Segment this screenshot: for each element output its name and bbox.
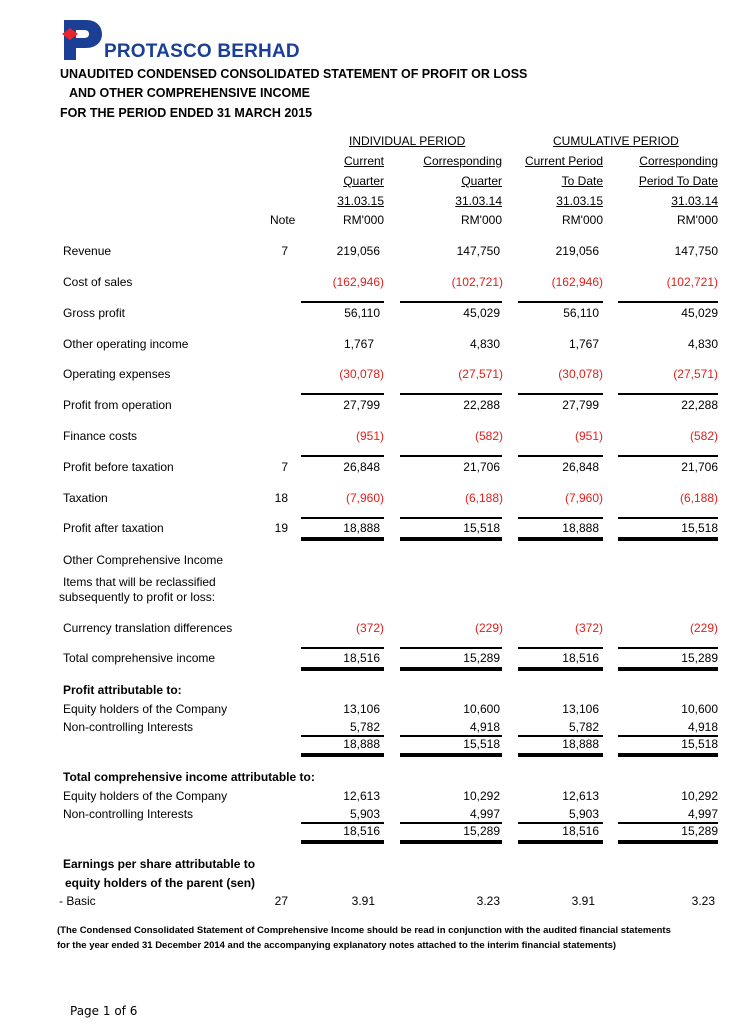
subtotal-rule: [618, 647, 718, 649]
cell: 5,782: [349, 720, 380, 734]
total-double-rule: [518, 537, 603, 541]
cell: 5,903: [568, 807, 599, 821]
cell: 3.91: [351, 894, 375, 908]
cell: 45,029: [463, 306, 500, 320]
cell: 15,289: [463, 824, 500, 838]
cell: 18,516: [562, 824, 599, 838]
cell: 18,888: [562, 521, 599, 535]
cell: 56,110: [344, 306, 380, 320]
row-label-currency-translation: Currency translation differences: [63, 621, 233, 635]
row-label-profit-before-taxation: Profit before taxation: [63, 460, 174, 474]
statement-subtitle: AND OTHER COMPREHENSIVE INCOME: [69, 86, 310, 100]
cell: 22,288: [463, 398, 500, 412]
cell: 18,888: [343, 737, 380, 751]
page-number: Page 1 of 6: [70, 1004, 138, 1018]
cell: 4,830: [469, 337, 500, 351]
reclass-line1: Items that will be reclassified: [63, 575, 216, 589]
subtotal-rule: [301, 647, 384, 649]
total-double-rule: [618, 840, 718, 844]
cell: 10,600: [463, 702, 500, 716]
cell: 18,516: [562, 651, 599, 665]
cell: 15,518: [681, 737, 718, 751]
cell: 27,799: [343, 398, 380, 412]
cell: 10,292: [681, 789, 718, 803]
row-note: 18: [274, 491, 288, 505]
cell: (30,078): [339, 367, 384, 381]
cell: 4,997: [469, 807, 500, 821]
cell: 12,613: [562, 789, 599, 803]
cell: 13,106: [343, 702, 380, 716]
row-note: 7: [281, 460, 288, 474]
col1-unit: RM'000: [343, 213, 384, 227]
cell: 26,848: [343, 460, 380, 474]
total-double-rule: [400, 667, 502, 671]
col4-line1: Corresponding: [639, 154, 718, 168]
cell: (7,960): [345, 491, 384, 505]
col3-line1: Current Period: [524, 154, 603, 168]
row-label-profit-after-taxation: Profit after taxation: [63, 521, 164, 535]
total-double-rule: [400, 537, 502, 541]
cell: 10,292: [463, 789, 500, 803]
subtotal-rule: [400, 393, 502, 395]
cell: 45,029: [681, 306, 718, 320]
row-note: 19: [274, 521, 288, 535]
col4-unit: RM'000: [677, 213, 718, 227]
cell: 3.23: [691, 894, 715, 908]
cell: 15,518: [463, 737, 500, 751]
tci-attributable-heading: Total comprehensive income attributable to:: [63, 770, 315, 784]
subtotal-rule: [301, 393, 384, 395]
row-label-profit-from-operation: Profit from operation: [63, 398, 172, 412]
subtotal-rule: [618, 393, 718, 395]
total-double-rule: [301, 753, 384, 757]
individual-period-header: INDIVIDUAL PERIOD: [349, 134, 466, 148]
subtotal-rule: [301, 455, 384, 457]
row-label-finance-costs: Finance costs: [63, 429, 138, 443]
subtotal-rule: [518, 455, 603, 457]
protasco-p-logo-icon: [60, 18, 104, 62]
cell: 4,830: [687, 337, 718, 351]
eps-heading-line2: equity holders of the parent (sen): [65, 876, 256, 890]
row-label-operating-expenses: Operating expenses: [63, 367, 171, 381]
subtotal-rule: [400, 647, 502, 649]
cell: (229): [474, 621, 503, 635]
cell: 15,289: [681, 824, 718, 838]
cell: (27,571): [458, 367, 503, 381]
eps-heading-line1: Earnings per share attributable to: [63, 857, 256, 871]
cell: 26,848: [562, 460, 599, 474]
total-double-rule: [518, 753, 603, 757]
profit-attributable-heading: Profit attributable to:: [63, 683, 182, 697]
cell: (6,188): [679, 491, 718, 505]
cell: 15,518: [463, 521, 500, 535]
cell: 4,918: [469, 720, 500, 734]
subtotal-rule: [518, 301, 603, 303]
cell: 27,799: [562, 398, 599, 412]
cell: 4,997: [687, 807, 718, 821]
cell: (6,188): [464, 491, 503, 505]
subtotal-rule: [518, 393, 603, 395]
cell: 1,767: [568, 337, 599, 351]
row-label-gross-profit: Gross profit: [63, 306, 126, 320]
cell: (372): [355, 621, 384, 635]
cell: (229): [689, 621, 718, 635]
cell: 5,903: [349, 807, 380, 821]
cell: 5,782: [568, 720, 599, 734]
row-note: 7: [281, 244, 288, 258]
cell: 12,613: [343, 789, 380, 803]
company-name: PROTASCO BERHAD: [104, 41, 300, 62]
subtotal-rule: [618, 301, 718, 303]
col1-date: 31.03.15: [337, 194, 384, 208]
row-label-other-operating-income: Other operating income: [63, 337, 189, 351]
total-double-rule: [301, 840, 384, 844]
col3-unit: RM'000: [562, 213, 603, 227]
cell: 21,706: [681, 460, 718, 474]
note-column-header: Note: [270, 213, 296, 227]
subtotal-rule: [618, 517, 718, 519]
col1-line1: Current: [343, 154, 384, 168]
cell: 15,289: [463, 651, 500, 665]
cell: 1,767: [343, 337, 374, 351]
col3-date: 31.03.15: [556, 194, 603, 208]
total-double-rule: [301, 667, 384, 671]
cell: 3.23: [476, 894, 500, 908]
cell: 3.91: [571, 894, 595, 908]
row-label-nci: Non-controlling Interests: [63, 807, 194, 821]
subtotal-rule: [301, 517, 384, 519]
total-double-rule: [400, 840, 502, 844]
cell: 22,288: [681, 398, 718, 412]
cell: (27,571): [673, 367, 718, 381]
row-label-revenue: Revenue: [63, 244, 112, 258]
cell: 4,918: [687, 720, 718, 734]
statement-title: UNAUDITED CONDENSED CONSOLIDATED STATEMENT OF PROFIT OR LOSS: [60, 67, 528, 81]
total-double-rule: [618, 667, 718, 671]
cell: (7,960): [564, 491, 603, 505]
col2-date: 31.03.14: [455, 194, 502, 208]
total-double-rule: [618, 753, 718, 757]
col2-unit: RM'000: [461, 213, 502, 227]
cell: (102,721): [451, 275, 503, 289]
row-label-cost-of-sales: Cost of sales: [63, 275, 133, 289]
cell: (30,078): [558, 367, 603, 381]
cell: (102,721): [666, 275, 718, 289]
col2-line2: Quarter: [461, 174, 502, 188]
cell: 18,516: [343, 651, 380, 665]
cell: (162,946): [551, 275, 603, 289]
cumulative-period-header: CUMULATIVE PERIOD: [553, 134, 679, 148]
row-label-taxation: Taxation: [63, 491, 108, 505]
col4-date: 31.03.14: [671, 194, 718, 208]
cell: 21,706: [463, 460, 500, 474]
cell: 15,289: [681, 651, 718, 665]
subtotal-rule: [400, 455, 502, 457]
cell: 18,888: [562, 737, 599, 751]
cell: (162,946): [332, 275, 384, 289]
subtotal-rule: [400, 517, 502, 519]
cell: 219,056: [336, 244, 380, 258]
subtotal-rule: [400, 301, 502, 303]
total-double-rule: [400, 753, 502, 757]
cell: 147,750: [456, 244, 500, 258]
cell: (951): [355, 429, 384, 443]
total-double-rule: [518, 667, 603, 671]
reclass-line2: subsequently to profit or loss:: [59, 590, 216, 604]
statement-period: FOR THE PERIOD ENDED 31 MARCH 2015: [60, 106, 313, 120]
row-label-equity-holders: Equity holders of the Company: [63, 702, 228, 716]
row-label-basic-eps: - Basic: [59, 894, 96, 908]
subtotal-rule: [518, 647, 603, 649]
cell: 18,516: [343, 824, 380, 838]
col4-line2: Period To Date: [638, 174, 718, 188]
col1-line2: Quarter: [343, 174, 384, 188]
row-label-equity-holders: Equity holders of the Company: [63, 789, 228, 803]
cell: 56,110: [563, 306, 599, 320]
subtotal-rule: [618, 455, 718, 457]
total-double-rule: [618, 537, 718, 541]
cell: (582): [689, 429, 718, 443]
oci-heading: Other Comprehensive Income: [63, 553, 224, 567]
cell: (372): [574, 621, 603, 635]
subtotal-rule: [518, 517, 603, 519]
cell: 15,518: [681, 521, 718, 535]
cell: 10,600: [681, 702, 718, 716]
row-note: 27: [274, 894, 288, 908]
subtotal-rule: [301, 301, 384, 303]
cell: (582): [474, 429, 503, 443]
total-double-rule: [301, 537, 384, 541]
row-label-total-comprehensive-income: Total comprehensive income: [63, 651, 216, 665]
col2-line1: Corresponding: [423, 154, 502, 168]
cell: 147,750: [674, 244, 718, 258]
cell: 18,888: [343, 521, 380, 535]
footnote: (The Condensed Consolidated Statement of Comprehensive Income should be read in conjunction with the audited financial statements for the year ended 31 December 2014 and the accompanying explanatory notes attached to the interim financial statements): [57, 925, 671, 951]
row-label-nci: Non-controlling Interests: [63, 720, 194, 734]
cell: 13,106: [562, 702, 599, 716]
col3-line2: To Date: [561, 174, 603, 188]
cell: (951): [574, 429, 603, 443]
total-double-rule: [518, 840, 603, 844]
cell: 219,056: [555, 244, 599, 258]
